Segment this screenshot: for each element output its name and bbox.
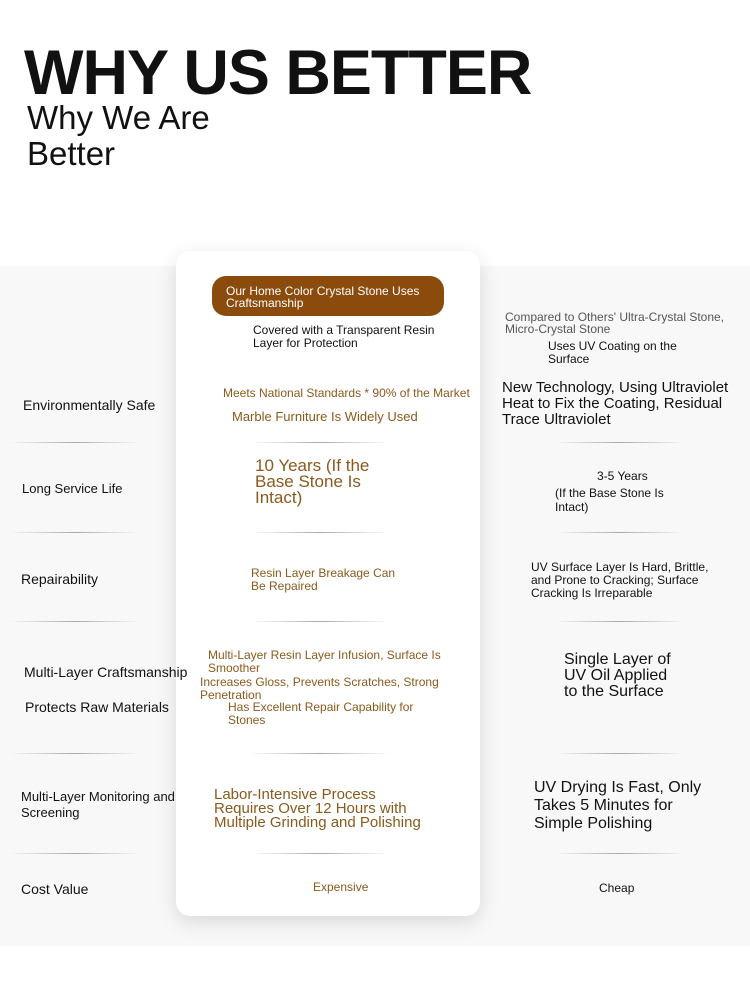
others-cost: Cheap: [599, 881, 635, 895]
page-subtitle: [27, 100, 287, 172]
separator-left: [10, 621, 140, 622]
separator-middle: [250, 753, 390, 754]
separator-right: [555, 753, 685, 754]
separator-middle: [250, 442, 390, 443]
separator-left: [10, 753, 140, 754]
home-environment-line-2: Marble Furniture Is Widely Used: [232, 409, 418, 424]
subtitle-line-2: Better: [27, 135, 116, 172]
home-intro: Covered with a Transparent Resin Layer for Protection: [253, 323, 435, 350]
separator-right: [555, 532, 685, 533]
separator-left: [10, 532, 140, 533]
row-label-protect: Protects Raw Materials: [25, 699, 169, 715]
others-craft: Single Layer of UV Oil Applied to the Surface: [564, 651, 671, 700]
separator-middle: [250, 532, 390, 533]
row-label-monitor: Multi-Layer Monitoring and Screening: [21, 789, 175, 820]
home-craft-line-1: Multi-Layer Resin Layer Infusion, Surface Is Smoother: [208, 648, 441, 675]
others-service-line-1: 3-5 Years: [597, 469, 648, 483]
page-title: WHY US BETTER: [24, 38, 532, 108]
row-label-service: Long Service Life: [22, 481, 123, 496]
others-intro: Uses UV Coating on the Surface: [548, 339, 677, 366]
others-service-line-2: (If the Base Stone Is Intact): [555, 486, 664, 514]
home-monitor: Labor-Intensive Process Requires Over 12 Hours with Multiple Grinding and Polishing: [214, 786, 421, 831]
row-label-repair: Repairability: [21, 571, 99, 587]
others-repair: UV Surface Layer Is Hard, Brittle, and Prone to Cracking; Surface Cracking Is Irreparable: [531, 560, 709, 600]
row-label-cost: Cost Value: [21, 881, 89, 897]
home-heading-badge: Our Home Color Crystal Stone Uses Craftsmanship: [212, 276, 444, 316]
separator-right: [555, 442, 685, 443]
home-cost: Expensive: [313, 880, 369, 894]
home-craft-line-2: Increases Gloss, Prevents Scratches, Strong Penetration: [200, 675, 439, 702]
home-service: 10 Years (If the Base Stone Is Intact): [255, 456, 370, 507]
separator-left: [10, 442, 140, 443]
separator-middle: [250, 621, 390, 622]
home-craft-line-3: Has Excellent Repair Capability for Stones: [228, 700, 414, 727]
others-heading: Compared to Others' Ultra-Crystal Stone, Micro-Crystal Stone: [505, 310, 725, 336]
separator-middle: [250, 853, 390, 854]
row-label-craft: Multi-Layer Craftsmanship: [24, 664, 188, 680]
home-environment-line-1: Meets National Standards * 90% of the Market: [223, 386, 470, 400]
separator-right: [555, 853, 685, 854]
separator-right: [555, 621, 685, 622]
others-monitor: UV Drying Is Fast, Only Takes 5 Minutes for Simple Polishing: [534, 779, 702, 832]
subtitle-line-1: Why We Are: [27, 99, 210, 136]
others-environment: New Technology, Using Ultraviolet Heat to Fix the Coating, Residual Trace Ultraviolet: [502, 379, 729, 428]
home-repair: Resin Layer Breakage Can Be Repaired: [251, 566, 396, 593]
row-label-environment: Environmentally Safe: [23, 397, 156, 413]
separator-left: [10, 853, 140, 854]
